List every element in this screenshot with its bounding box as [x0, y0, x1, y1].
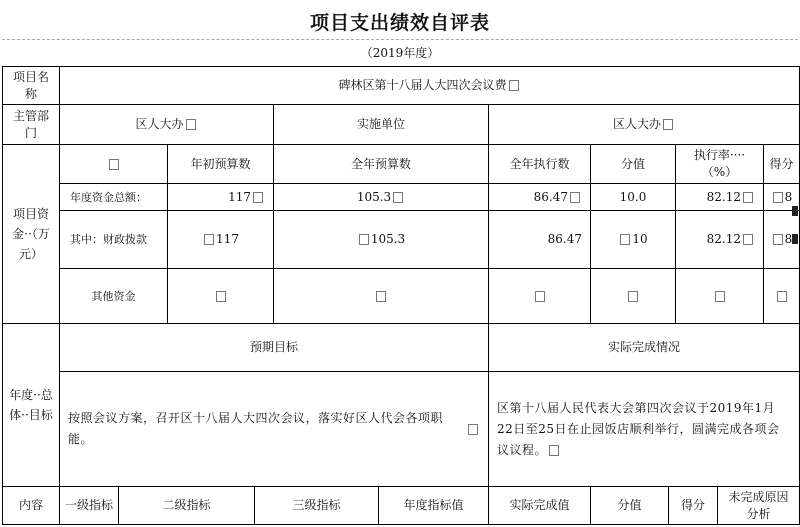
goals-expected-text-content: 按照会议方案，召开区十八届人大四次会议，落实好区人代会各项职能。 [68, 411, 444, 446]
placeholder-box [204, 234, 214, 245]
placeholder-box [253, 192, 263, 203]
dept-value [60, 105, 273, 144]
funds-row-total-initial [168, 184, 273, 210]
placeholder-box [509, 80, 519, 91]
funds-row-other-score [764, 269, 799, 323]
indicator-target: 年度指标值 [403, 498, 464, 512]
placeholder-box [186, 119, 196, 130]
divider [2, 39, 798, 40]
funds-row-other-initial [168, 269, 273, 323]
cell-text: 82.12 [706, 189, 741, 204]
impl-value-text: 区人大办 [612, 117, 661, 131]
funds-row-total-rate [676, 184, 763, 210]
placeholder-box [773, 192, 783, 203]
goals-expected-text [60, 372, 488, 486]
placeholder-box [109, 159, 119, 170]
placeholder-box [535, 291, 545, 302]
placeholder-box [663, 119, 673, 130]
indicator-level1: 一级指标 [64, 498, 113, 512]
project-name-text: 碑林区第十八届人大四次会议费 [338, 78, 507, 92]
dept-label: 主管部门 [12, 108, 49, 140]
funds-header-full: 全年预算数 [350, 156, 411, 171]
cell-text: 105.3 [370, 232, 406, 246]
funds-header-executed: 全年执行数 [509, 156, 570, 171]
project-name-value [60, 67, 799, 104]
indicator-score: 得分 [680, 498, 705, 512]
funds-row-fiscal-score-value [591, 211, 675, 268]
placeholder-box [376, 291, 386, 302]
margin-mark [792, 206, 798, 216]
cell-text: 117 [228, 189, 251, 204]
form-title: 项目支出绩效自评表 [309, 12, 490, 34]
placeholder-box [620, 234, 630, 245]
placeholder-box [393, 192, 403, 203]
placeholder-box [359, 234, 369, 245]
funds-row-total-executed [489, 184, 590, 210]
indicator-level2: 二级指标 [162, 498, 211, 512]
indicator-content-label: 内容 [18, 498, 43, 512]
funds-header-score: 得分 [769, 156, 794, 171]
goals-expected-header: 预期目标 [249, 340, 298, 354]
funds-header-score-value: 分值 [620, 156, 645, 171]
funds-row-fiscal-label: 其中：财政拨款 [70, 233, 147, 246]
project-name-label: 项目名称 [12, 69, 49, 101]
goals-label: 年度··总体··目标 [9, 388, 53, 422]
cell-text: 8 [784, 189, 793, 204]
funds-row-total-label: 年度资金总额： [70, 190, 147, 204]
placeholder-box [773, 234, 783, 245]
placeholder-box [743, 192, 753, 203]
form-year: （2019年度） [360, 46, 440, 60]
funds-row-fiscal-rate [676, 211, 763, 268]
indicator-score-value: 分值 [617, 498, 642, 512]
placeholder-box [628, 291, 638, 302]
funds-row-fiscal-full [274, 211, 488, 268]
funds-row-other-label: 其他资金 [91, 289, 136, 303]
indicator-actual: 实际完成值 [509, 498, 570, 512]
placeholder-box [216, 291, 226, 302]
cell-text: 105.3 [356, 189, 392, 204]
margin-mark [792, 234, 798, 244]
funds-row-fiscal-executed: 86.47 [547, 232, 582, 246]
funds-row-total-full [274, 184, 488, 210]
placeholder-box [570, 192, 580, 203]
impl-label: 实施单位 [356, 117, 405, 131]
funds-header-blank [60, 145, 167, 183]
impl-value [489, 105, 799, 144]
funds-row-other-rate [676, 269, 763, 323]
dept-value-text: 区人大办 [135, 117, 184, 131]
cell-text: 86.47 [533, 189, 568, 204]
cell-text: 8 [784, 232, 793, 246]
indicator-level3: 三级指标 [292, 498, 341, 512]
cell-text: 10 [632, 232, 648, 246]
placeholder-box [468, 424, 478, 435]
goals-actual-header: 实际完成情况 [607, 340, 680, 354]
funds-header-rate: 执行率····（%） [693, 148, 746, 179]
goals-actual-text-content: 区第十八届人民代表大会第四次会议于2019年1月22日至25日在止园饭店顺利举行，圆满完成各项会议议程。 [497, 400, 780, 457]
funds-header-initial: 年初预算数 [190, 156, 251, 171]
goals-actual-text [489, 372, 799, 486]
funds-row-total-score-value: 10.0 [619, 189, 647, 204]
funds-row-other-executed [489, 269, 590, 323]
funds-label: 项目资金··（万元） [12, 207, 50, 261]
funds-row-fiscal-initial [168, 211, 273, 268]
funds-row-other-full [274, 269, 488, 323]
placeholder-box [743, 234, 753, 245]
funds-row-other-score-value [591, 269, 675, 323]
placeholder-box [777, 291, 787, 302]
placeholder-box [549, 445, 559, 456]
cell-text: 117 [216, 232, 239, 246]
cell-text: 82.12 [706, 232, 741, 246]
placeholder-box [715, 291, 725, 302]
indicator-reason: 未完成原因分析 [728, 489, 789, 521]
